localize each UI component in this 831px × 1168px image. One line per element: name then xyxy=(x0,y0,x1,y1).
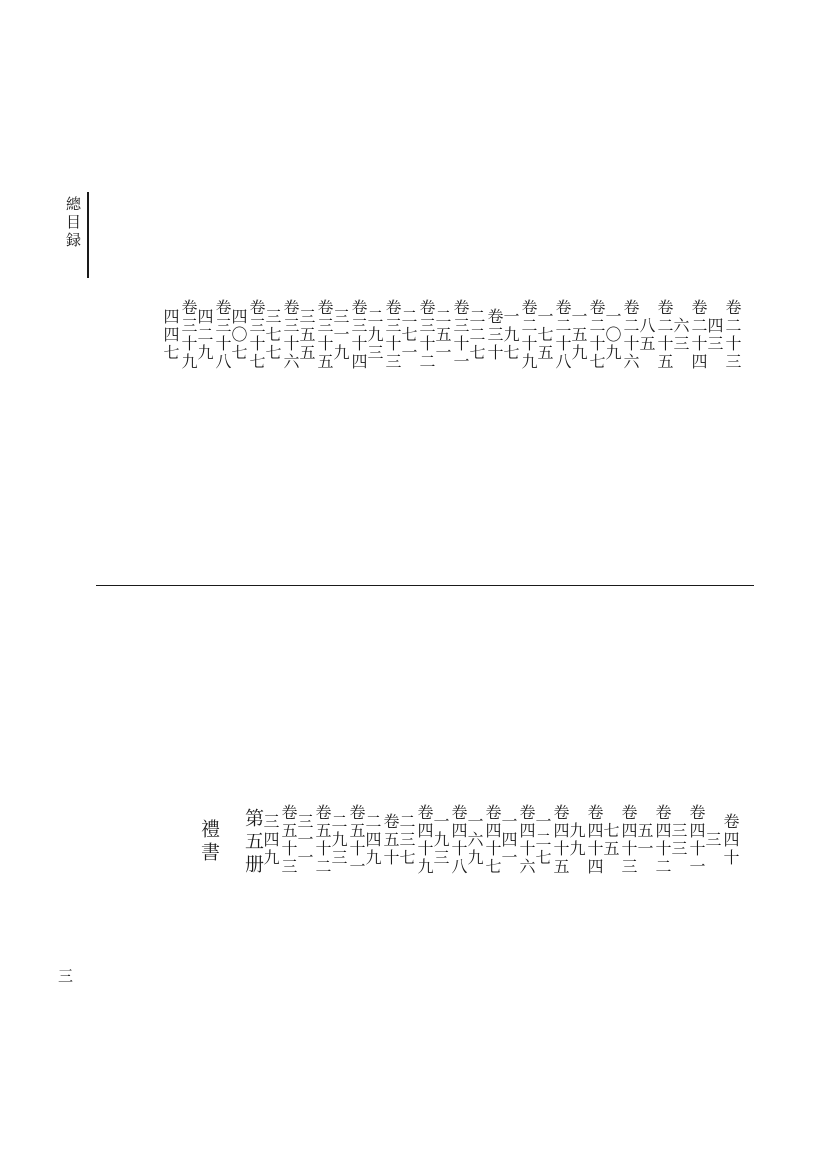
toc-entry[interactable] xyxy=(638,100,672,570)
toc-entry-title: 卷四十三 xyxy=(619,804,638,876)
toc-entry-page: 四三 xyxy=(705,317,724,353)
toc-entry-page: 三三 xyxy=(669,822,688,858)
toc-entry-title: 卷二十六 xyxy=(621,299,640,371)
toc-entry[interactable] xyxy=(704,600,738,1080)
toc-entry-page: 八五 xyxy=(637,317,656,353)
toc-entry-page: 二四九 xyxy=(363,813,382,867)
toc-entry-page: 二九三 xyxy=(365,308,384,362)
toc-entry[interactable] xyxy=(230,100,264,570)
toc-entry-title: 卷三十 xyxy=(485,308,504,362)
toc-entry[interactable] xyxy=(400,100,434,570)
toc-entry[interactable] xyxy=(602,600,636,1080)
toc-entry-title: 卷三十六 xyxy=(281,299,300,371)
toc-entry[interactable] xyxy=(264,100,298,570)
toc-entry-title: 卷三十一 xyxy=(451,299,470,371)
toc-entry[interactable] xyxy=(434,100,468,570)
toc-entry[interactable] xyxy=(296,600,330,1080)
toc-entry-page: 四四七 xyxy=(161,308,180,362)
running-head xyxy=(54,196,80,250)
toc-entry-title: 卷三十五 xyxy=(315,299,334,371)
toc-entry-title: 卷二十七 xyxy=(587,299,606,371)
toc-entry-title: 卷三十三 xyxy=(383,299,402,371)
toc-entry-title: 卷四十二 xyxy=(653,804,672,876)
toc-entry[interactable] xyxy=(398,600,432,1080)
page-number: 三 xyxy=(56,968,74,983)
toc-entry[interactable] xyxy=(706,100,740,570)
toc-entry-page: 二七一 xyxy=(399,308,418,362)
toc-entry-title: 卷五十二 xyxy=(313,804,332,876)
volume-heading-text: 第五册 xyxy=(242,807,264,877)
toc-entry[interactable] xyxy=(636,600,670,1080)
toc-entry-page: 三四九 xyxy=(261,813,280,867)
toc-entry-page: 一六九 xyxy=(465,813,484,867)
toc-entry-title: 卷四十四 xyxy=(585,804,604,876)
toc-entry-page: 三七七 xyxy=(263,308,282,362)
toc-entry-page: 九九 xyxy=(567,822,586,858)
toc-entry-title: 卷三十七 xyxy=(247,299,266,371)
volume-heading xyxy=(218,600,262,1080)
toc-entry-title: 卷三十四 xyxy=(349,299,368,371)
toc-entry-page: 五一 xyxy=(635,822,654,858)
work-heading-text: 禮書 xyxy=(198,819,220,865)
toc-entry[interactable] xyxy=(366,100,400,570)
toc-entry-page: 二五一 xyxy=(433,308,452,362)
toc-entry[interactable] xyxy=(468,100,502,570)
toc-entry-title: 卷二十四 xyxy=(689,299,708,371)
toc-entry-page: 一四一 xyxy=(499,813,518,867)
toc-section-top xyxy=(150,100,740,570)
toc-entry[interactable] xyxy=(536,100,570,570)
toc-entry-page: 一五九 xyxy=(569,308,588,362)
running-head-text: 總目録 xyxy=(64,196,82,250)
section-divider xyxy=(96,585,754,586)
toc-entry[interactable] xyxy=(364,600,398,1080)
work-heading xyxy=(178,600,218,1080)
toc-entry[interactable] xyxy=(604,100,638,570)
toc-entry[interactable] xyxy=(672,100,706,570)
toc-entry-title: 卷四十八 xyxy=(449,804,468,876)
toc-entry-page: 一二七 xyxy=(533,813,552,867)
toc-entry-page: 一九七 xyxy=(501,308,520,362)
toc-entry-title: 卷四十一 xyxy=(687,804,706,876)
toc-entry-page: 三一九 xyxy=(331,308,350,362)
toc-entry-page: 四二九 xyxy=(195,308,214,362)
toc-entry-page: 一九三 xyxy=(431,813,450,867)
running-head-rule xyxy=(87,192,89,278)
toc-entry-page: 四〇七 xyxy=(229,308,248,362)
toc-entry-title: 卷五十 xyxy=(381,813,400,867)
toc-entry-title: 卷四十六 xyxy=(517,804,536,876)
toc-entry-page: 六三 xyxy=(671,317,690,353)
toc-entry-title: 卷四十五 xyxy=(551,804,570,876)
toc-entry[interactable] xyxy=(432,600,466,1080)
toc-entry-title: 卷二十三 xyxy=(723,299,742,371)
toc-entry[interactable] xyxy=(670,600,704,1080)
toc-entry-page: 二二七 xyxy=(467,308,486,362)
toc-entry[interactable] xyxy=(196,100,230,570)
toc-entry[interactable] xyxy=(466,600,500,1080)
toc-entry-title: 卷二十九 xyxy=(519,299,538,371)
toc-entry-title: 卷二十八 xyxy=(553,299,572,371)
toc-entry-page: 七五 xyxy=(601,822,620,858)
toc-entry-title: 卷二十五 xyxy=(655,299,674,371)
toc-section-bottom xyxy=(108,600,738,1080)
toc-entry[interactable] xyxy=(162,100,196,570)
toc-entry-page: 二三七 xyxy=(397,813,416,867)
toc-entry-page: 一七五 xyxy=(535,308,554,362)
toc-entry-page: 三一一 xyxy=(295,813,314,867)
toc-entry[interactable] xyxy=(298,100,332,570)
toc-entry-page: 三五五 xyxy=(297,308,316,362)
toc-entry-page: 三 xyxy=(703,831,722,849)
toc-entry-title: 卷三十九 xyxy=(179,299,198,371)
toc-entry-title: 卷三十二 xyxy=(417,299,436,371)
toc-entry-title: 卷四十七 xyxy=(483,804,502,876)
toc-entry-page: 一〇九 xyxy=(603,308,622,362)
toc-entry[interactable] xyxy=(534,600,568,1080)
toc-entry[interactable] xyxy=(568,600,602,1080)
toc-entry[interactable] xyxy=(500,600,534,1080)
toc-entry[interactable] xyxy=(570,100,604,570)
toc-entry[interactable] xyxy=(262,600,296,1080)
toc-entry-title: 卷五十一 xyxy=(347,804,366,876)
toc-entry-title: 卷四十 xyxy=(721,813,740,867)
toc-entry-page: 二九三 xyxy=(329,813,348,867)
toc-entry-title: 卷五十三 xyxy=(279,804,298,876)
toc-entry[interactable] xyxy=(502,100,536,570)
toc-entry-title: 卷四十九 xyxy=(415,804,434,876)
toc-entry[interactable] xyxy=(330,600,364,1080)
toc-entry-title: 卷三十八 xyxy=(213,299,232,371)
toc-entry[interactable] xyxy=(332,100,366,570)
